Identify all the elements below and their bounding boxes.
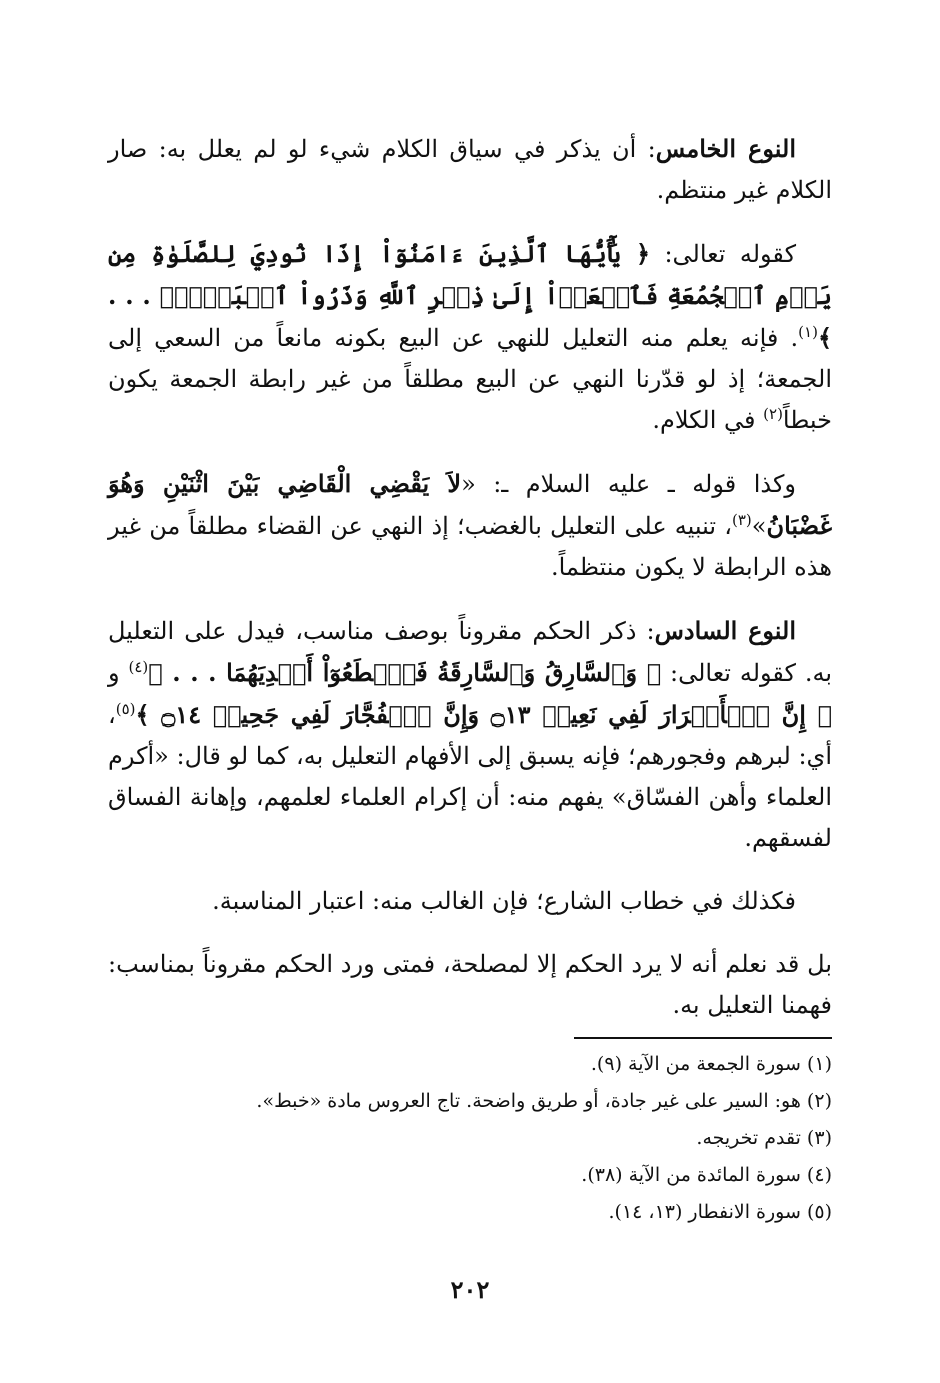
quran-verse: ﴿ يَٰٓأَيُّهَا ٱلَّذِينَ ءَامَنُوٓاْ إِذَا نُودِيَ لِلصَّلَوٰةِ مِن يَوۡمِ ٱلۡجُمُعَةِ فَٱسۡعَوۡاْ إِلَىٰ ذِكۡرِ ٱللَّهِ وَذَرُواْ ٱلۡبَيۡعَۚ . . . ﴾ xyxy=(108,239,832,352)
footnote-divider xyxy=(574,1037,832,1039)
paragraph-text: ، أي: لبرهم وفجورهم؛ فإنه يسبق إلى الأفهام التعليل به، كما لو قال: «أكرم العلماء وأهن الفسّاق» يفهم منه: أن إكرام العلماء لعلمهم، وإهانة الفساق لفسقهم. xyxy=(107,701,832,852)
paragraph-text: . فإنه يعلم منه التعليل للنهي عن البيع بكونه مانعاً من السعي إلى الجمعة؛ إذ لو قدّرنا النهي عن البيع مطلقاً من غير رابطة الجمعة يكون خبطاً xyxy=(108,324,832,434)
footnote-marker[interactable]: (٣) xyxy=(731,511,752,529)
page-body xyxy=(108,128,832,1048)
footnote-marker[interactable]: (٢) xyxy=(763,405,783,423)
paragraph-text: فكذلك في خطاب الشارع؛ فإن الغالب منه: اعتبار المناسبة. xyxy=(212,887,796,915)
section-heading: النوع الخامس xyxy=(655,134,796,163)
footnote-item: (٤) سورة المائدة من الآية (٣٨). xyxy=(581,1164,832,1186)
footnote-item: (٣) تقدم تخريجه. xyxy=(696,1127,832,1149)
quran-verse: ﴿ وَٱلسَّارِقُ وَٱلسَّارِقَةُ فَٱقۡطَعُوٓاْ أَيۡدِيَهُمَا . . . ﴾ xyxy=(148,658,662,687)
paragraph-sharia xyxy=(108,881,832,922)
footnotes xyxy=(108,1046,832,1231)
paragraph-conclusion xyxy=(108,944,832,1026)
conjunction: و xyxy=(108,659,129,687)
paragraph-hadith xyxy=(108,463,832,588)
paragraph-type-six xyxy=(108,610,832,859)
paragraph-text: : ذكر الحكم مقروناً بوصف مناسب، فيدل على التعليل به. كقوله تعالى: xyxy=(108,617,833,687)
paragraph-text: : أن يذكر في سياق الكلام شيء لو لم يعلل به: صار الكلام غير منتظم. xyxy=(108,135,832,204)
page-number: ٢٠٢ xyxy=(450,1275,490,1304)
paragraph-text: بل قد نعلم أنه لا يرد الحكم إلا لمصلحة، فمتى ورد الحكم مقروناً بمناسب: فهمنا التعليل به. xyxy=(108,950,832,1019)
hadith-quote: لاَ يَقْضِي الْقَاضِي بَيْنَ اثْنَيْنِ وَهُوَ غَضْبَانُ xyxy=(108,469,832,540)
quran-verse: ﴿ إِنَّ ٱلۡأَبۡرَارَ لَفِي نَعِيمٖ ۝١٣ وَإِنَّ ٱلۡفُجَّارَ لَفِي جَحِيمٖ ۝١٤ ﴾ xyxy=(135,700,833,729)
paragraph-friday-verse xyxy=(108,233,832,441)
paragraph-lead: كقوله تعالى: xyxy=(664,240,796,268)
footnote-marker[interactable]: (٤) xyxy=(128,658,149,676)
quote-close: » xyxy=(751,512,767,540)
footnote-marker[interactable]: (١) xyxy=(798,323,818,341)
footnote-item: (٥) سورة الانفطار (١٣، ١٤). xyxy=(608,1201,832,1223)
paragraph-tail: في الكلام. xyxy=(652,406,764,434)
paragraph-lead: وكذا قوله ـ عليه السلام ـ: « xyxy=(461,470,796,498)
footnote-marker[interactable]: (٥) xyxy=(115,700,136,718)
footnote-item: (١) سورة الجمعة من الآية (٩). xyxy=(590,1053,832,1075)
paragraph-type-five xyxy=(108,128,832,211)
paragraph-text: ، تنبيه على التعليل بالغضب؛ إذ النهي عن القضاء مطلقاً من غير هذه الرابطة لا يكون منتظماً. xyxy=(108,512,832,581)
section-heading: النوع السادس xyxy=(654,616,797,645)
footnote-item: (٢) هو: السير على غير جادة، أو طريق واضحة. تاج العروس مادة «خبط». xyxy=(256,1090,832,1112)
